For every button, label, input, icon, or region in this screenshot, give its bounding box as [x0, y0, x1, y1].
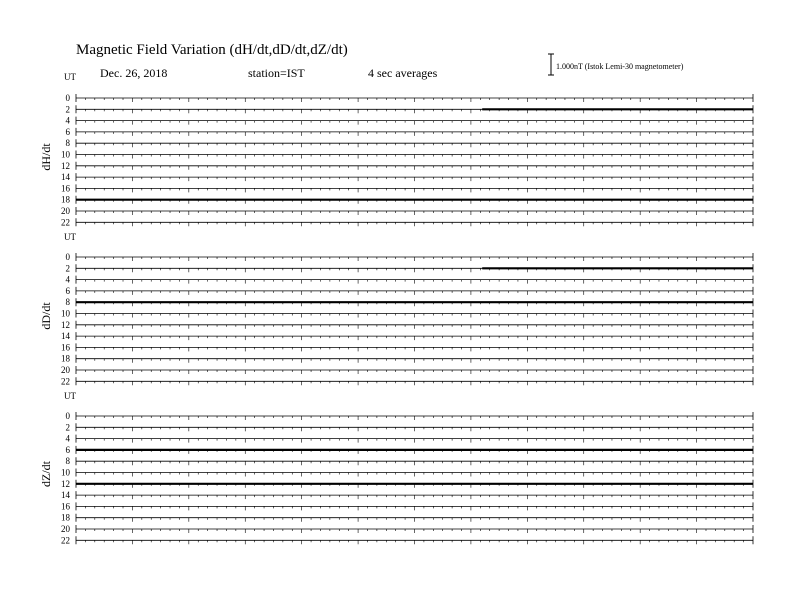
row-label-18: 18: [61, 194, 70, 205]
scale-bar-label: 1.000nT (Istok Lemi-30 magnetometer): [556, 62, 684, 71]
row-label-18: 18: [61, 353, 70, 364]
row-label-0: 0: [65, 411, 70, 421]
ut-label: UT: [64, 391, 76, 401]
row-label-12: 12: [61, 160, 70, 171]
row-label-8: 8: [65, 297, 70, 308]
row-label-2: 2: [65, 263, 70, 274]
y-axis-label: dH/dt: [39, 143, 53, 171]
row-label-10: 10: [61, 308, 70, 319]
row-label-18: 18: [61, 512, 70, 523]
row-label-16: 16: [61, 501, 70, 512]
row-label-8: 8: [65, 138, 70, 149]
panel-dz-dt: [39, 391, 753, 545]
chart-title: Magnetic Field Variation (dH/dt,dD/dt,dZ/dt): [76, 42, 348, 58]
row-label-14: 14: [61, 172, 70, 183]
row-label-6: 6: [65, 285, 70, 296]
row-label-10: 10: [61, 467, 70, 478]
row-label-0: 0: [65, 93, 70, 103]
row-label-0: 0: [65, 252, 70, 262]
scale-bar: [548, 54, 684, 75]
row-label-6: 6: [65, 126, 70, 137]
row-label-6: 6: [65, 444, 70, 455]
row-label-14: 14: [61, 331, 70, 342]
row-label-16: 16: [61, 342, 70, 353]
row-label-16: 16: [61, 183, 70, 194]
y-axis-label: dZ/dt: [39, 461, 53, 487]
row-label-20: 20: [61, 365, 70, 375]
row-label-4: 4: [65, 115, 70, 126]
y-axis-label: dD/dt: [39, 302, 53, 330]
date-label: Dec. 26, 2018: [100, 66, 168, 80]
row-label-20: 20: [61, 524, 70, 534]
row-label-22: 22: [61, 217, 70, 228]
row-label-10: 10: [61, 149, 70, 160]
row-label-8: 8: [65, 456, 70, 467]
panel-dd-dt: [39, 232, 753, 386]
panels-container: [39, 72, 753, 545]
row-label-4: 4: [65, 274, 70, 285]
ut-label: UT: [64, 72, 76, 82]
averaging-label: 4 sec averages: [368, 66, 438, 80]
row-label-14: 14: [61, 490, 70, 501]
row-label-12: 12: [61, 478, 70, 489]
row-label-12: 12: [61, 319, 70, 330]
row-label-4: 4: [65, 433, 70, 444]
station-label: station=IST: [248, 66, 305, 80]
row-label-22: 22: [61, 535, 70, 546]
row-label-20: 20: [61, 206, 70, 216]
panel-dh-dt: [39, 72, 753, 227]
row-label-2: 2: [65, 422, 70, 433]
ut-label: UT: [64, 232, 76, 242]
row-label-2: 2: [65, 104, 70, 115]
row-label-22: 22: [61, 376, 70, 387]
